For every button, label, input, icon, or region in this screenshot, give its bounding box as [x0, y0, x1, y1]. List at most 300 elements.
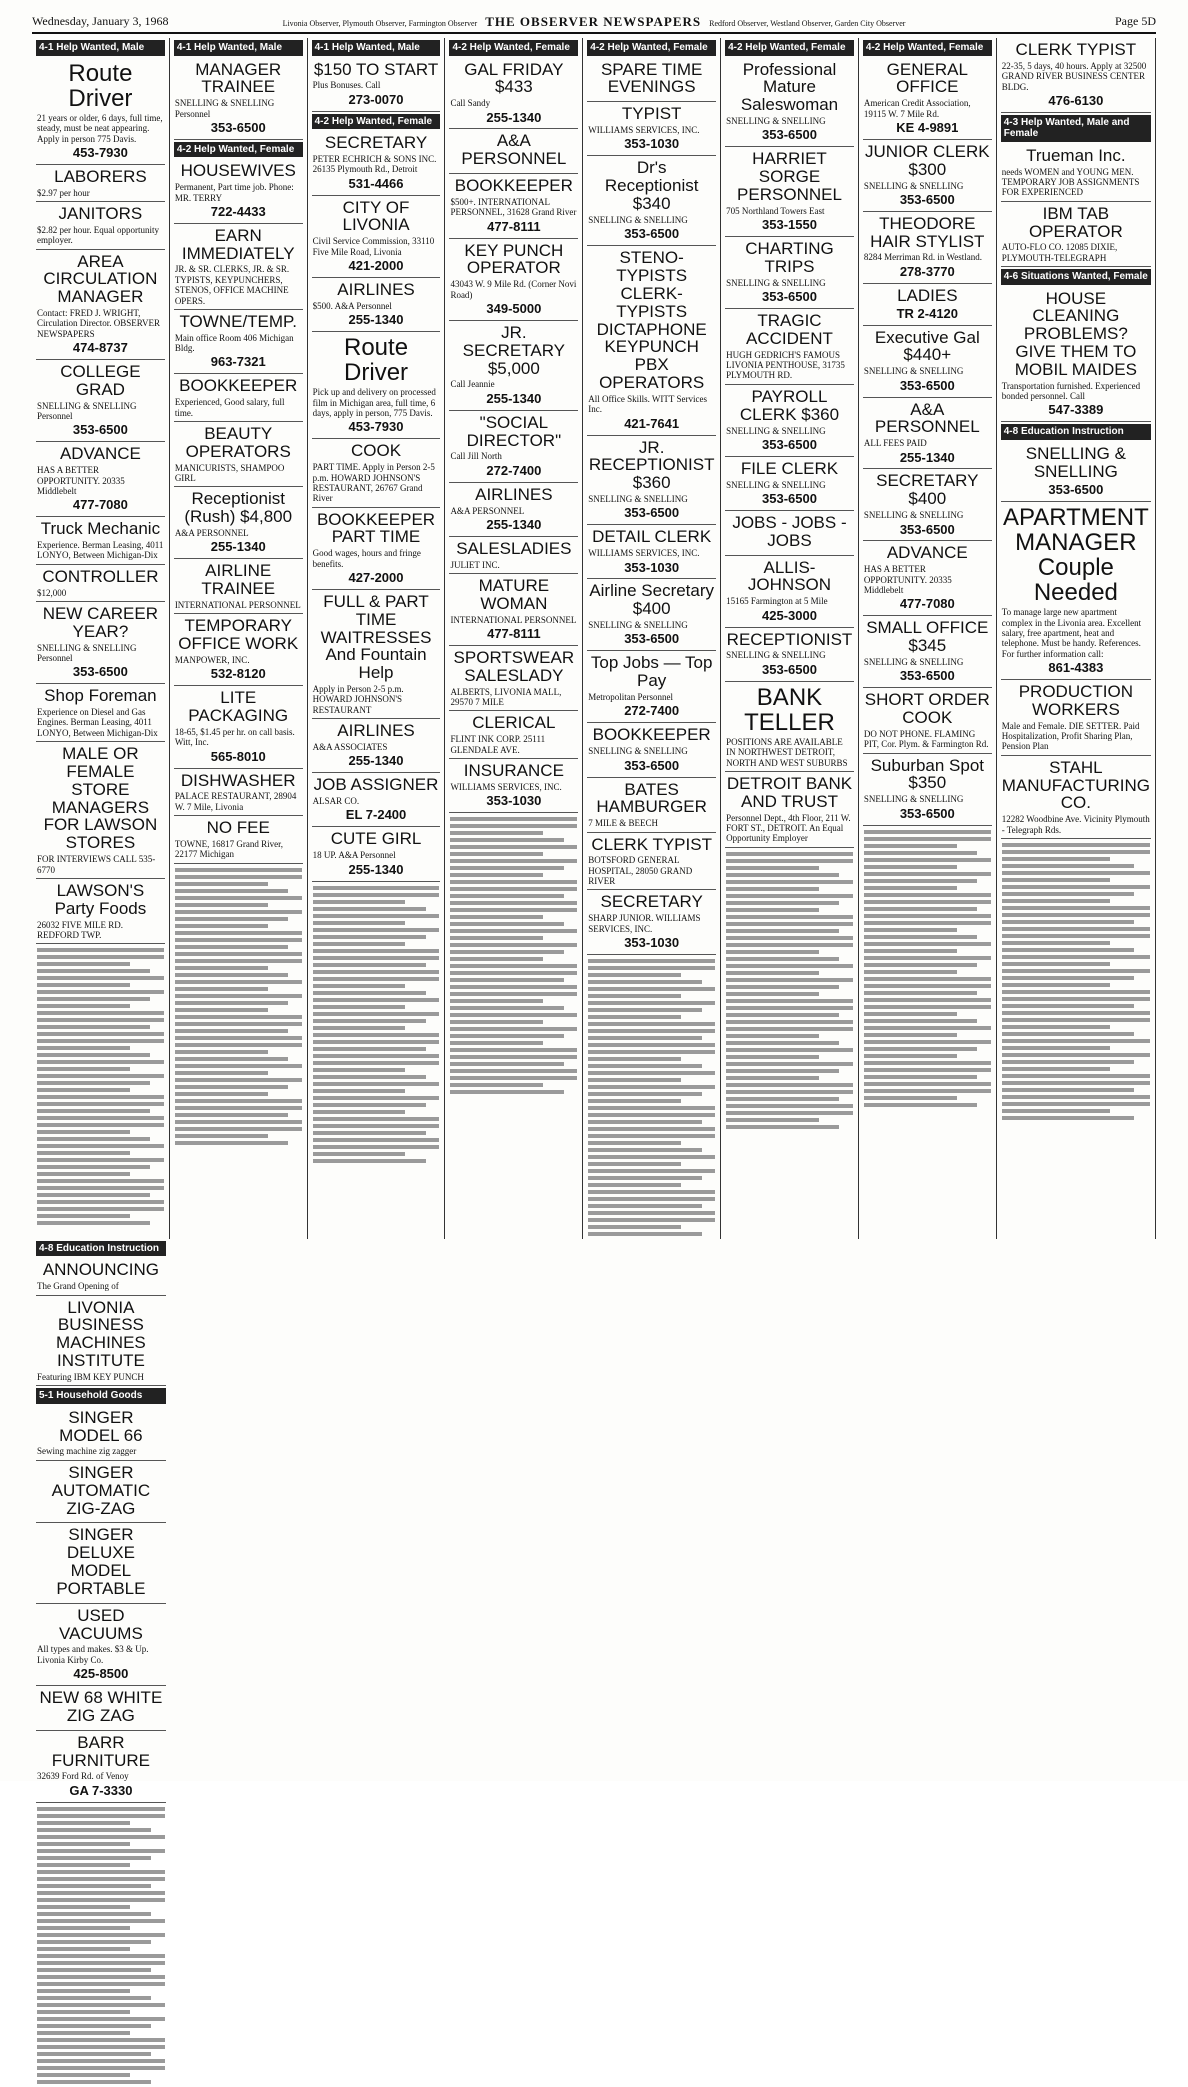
fine-print-line [864, 865, 957, 869]
fine-print-line [1002, 906, 1150, 910]
fine-print-line [450, 915, 543, 919]
ad-body: 32639 Ford Rd. of Venoy [37, 1771, 129, 1782]
classified-ad [174, 487, 303, 559]
ad-body: Permanent, Part time job. Phone: MR. TERRY [174, 182, 294, 203]
fine-print-line [726, 866, 819, 870]
fine-print-line [450, 978, 563, 982]
fine-print-line [726, 978, 853, 982]
ad-body: 18 UP. A&A Personnel [312, 850, 396, 861]
ad-headline: TOWNE/TEMP. [179, 311, 297, 331]
ad-headline: THEODORE HAIR STYLIST [870, 213, 985, 251]
fine-print-line [450, 1027, 577, 1031]
ad-phone: 273-0070 [348, 91, 404, 107]
ad-body: SNELLING & SNELLING Personnel [174, 98, 275, 119]
classified-ad [863, 212, 992, 284]
ad-body: Contact: FRED J. WRIGHT, Circulation Director. OBSERVER NEWSPAPERS [37, 308, 161, 339]
ad-body: Apply in Person 2-5 p.m. HOWARD JOHNSON'S RESTAURANT [312, 684, 404, 715]
ad-headline: LADIES [897, 285, 958, 305]
fine-print-line [588, 1008, 701, 1012]
fine-print-line [1002, 1081, 1150, 1085]
ad-headline: $150 TO START [313, 59, 439, 79]
fine-print-line [450, 1062, 563, 1066]
fine-print-line [1002, 899, 1110, 903]
classified-ad [174, 769, 303, 817]
fine-print-line [450, 1048, 577, 1052]
ad-phone: 353-1550 [762, 217, 817, 233]
fine-print-line [726, 1027, 853, 1031]
fine-print-line [450, 1076, 577, 1080]
classified-ad [725, 772, 854, 848]
classified-column [170, 38, 308, 1239]
fine-print-line [450, 887, 577, 891]
classified-ad [587, 102, 716, 156]
section-heading: 4-1 Help Wanted, Male [174, 40, 303, 56]
fine-print-line [450, 824, 577, 828]
fine-print-line [37, 1130, 130, 1134]
fine-print-line [1002, 1046, 1110, 1050]
fine-print-line [1002, 962, 1110, 966]
ad-phone: 255-1340 [348, 753, 404, 769]
fine-print-line [1002, 920, 1134, 924]
ad-headline: LABORERS [54, 166, 147, 186]
fine-print-line [37, 1039, 164, 1043]
fine-print-line [450, 936, 543, 940]
ad-phone: 453-7930 [348, 419, 404, 435]
fine-print-line [37, 1814, 165, 1818]
fine-print-line [726, 1090, 853, 1094]
fine-print-line [588, 1148, 701, 1152]
fine-print-line [37, 1821, 130, 1825]
fine-print-line [1002, 983, 1110, 987]
fine-print-line [37, 1926, 130, 1930]
fine-print-line [37, 1214, 130, 1218]
ad-headline: Professional Mature Saleswoman [740, 59, 839, 115]
ad-body: $2.97 per hour [37, 187, 90, 198]
issue-date: Wednesday, January 3, 1968 [32, 14, 169, 28]
fine-print-line [1002, 976, 1134, 980]
fine-print-line [37, 1975, 165, 1979]
section-heading: 4-2 Help Wanted, Female [863, 40, 992, 56]
fine-print-line [864, 984, 991, 988]
classified-ad [1001, 38, 1151, 113]
fine-print-line [37, 962, 130, 966]
classified-ad [725, 58, 854, 148]
classified-column [859, 38, 997, 1239]
fine-print-line [726, 1097, 839, 1101]
ad-headline: AIRLINES [475, 484, 553, 504]
fine-print-line [37, 1863, 130, 1867]
ad-headline: SNELLING & SNELLING [1025, 443, 1126, 481]
fine-print-line [450, 1055, 577, 1059]
ad-body: JR. & SR. CLERKS, JR. & SR. TYPISTS, KEYPUNCHERS, STENOS, OFFICE MACHINE OPERS. [174, 264, 290, 306]
fine-print-line [175, 896, 302, 900]
fine-print-line [450, 908, 577, 912]
ad-phone: 353-6500 [624, 631, 680, 647]
ad-phone: 531-4466 [348, 175, 404, 191]
ad-body: PART TIME. Apply in Person 2-5 p.m. HOWARD JOHNSON'S RESTAURANT, 26767 Grand River [312, 462, 435, 504]
fine-print-line [864, 1068, 991, 1072]
fine-print-line [37, 1891, 165, 1895]
ad-body: To manage large new apartment complex in the Livonia area. Excellent salary, free apartment, heat and telephone. Must be handy. References. For further information call: [1001, 607, 1142, 659]
fine-print-line [1002, 955, 1150, 959]
fine-print-filler [587, 959, 716, 1236]
fine-print-line [726, 1111, 853, 1115]
ad-headline: BOOKKEEPER PART TIME [316, 509, 436, 547]
fine-print-line [726, 1069, 839, 1073]
fine-print-line [588, 1197, 715, 1201]
fine-print-line [726, 1083, 853, 1087]
fine-print-line [1002, 864, 1134, 868]
ad-phone: 421-7641 [624, 415, 680, 431]
fine-print-line [726, 901, 839, 905]
classified-column [997, 38, 1156, 1239]
fine-print-line [37, 997, 150, 1001]
fine-print-line [864, 949, 957, 953]
ad-headline: KEY PUNCH OPERATOR [464, 240, 564, 278]
fine-print-line [726, 915, 853, 919]
fine-print-line [37, 1870, 165, 1874]
classified-column [32, 1239, 170, 2087]
fine-print-line [175, 1050, 268, 1054]
fine-print-line [37, 1081, 150, 1085]
fine-print-line [726, 936, 853, 940]
fine-print-line [175, 917, 288, 921]
fine-print-line [864, 844, 957, 848]
fine-print-line [864, 963, 977, 967]
fine-print-line [588, 1050, 715, 1054]
ad-phone: 353-1030 [624, 559, 680, 575]
classified-ad [725, 147, 854, 237]
fine-print-line [864, 893, 991, 897]
fine-print-line [37, 1835, 165, 1839]
fine-print-line [864, 977, 991, 981]
ad-body: The Grand Opening of [37, 1281, 119, 1292]
ad-body: 15165 Farmington at 5 Mile [726, 596, 828, 607]
fine-print-line [1002, 1018, 1150, 1022]
fine-print-line [588, 980, 701, 984]
ad-headline: Receptionist (Rush) $4,800 [184, 489, 293, 527]
fine-print-line [37, 1193, 150, 1197]
fine-print-line [313, 1159, 426, 1163]
ad-body: 12282 Woodbine Ave. Vicinity Plymouth - Telegraph Rds. [1001, 814, 1150, 835]
ad-headline: "SOCIAL DIRECTOR" [466, 412, 562, 450]
fine-print-line [175, 1022, 302, 1026]
fine-print-line [726, 1020, 853, 1024]
classified-ad [863, 688, 992, 753]
classified-ad [725, 682, 854, 772]
ad-phone: 353-6500 [624, 505, 680, 521]
fine-print-line [37, 1221, 150, 1225]
fine-print-filler [312, 886, 441, 1163]
classified-ad [1001, 680, 1151, 756]
fine-print-line [37, 1207, 164, 1211]
fine-print-line [313, 1054, 440, 1058]
fine-print-line [864, 914, 991, 918]
fine-print-line [726, 992, 819, 996]
classified-ad [312, 439, 441, 507]
fine-print-line [588, 1169, 715, 1173]
fine-print-line [864, 1005, 991, 1009]
ad-headline: HOUSE CLEANING PROBLEMS? GIVE THEM TO MOBIL MAIDES [1014, 288, 1137, 379]
fine-print-line [588, 959, 715, 963]
ad-headline: HOUSEWIVES [180, 161, 296, 181]
fine-print-line [37, 1954, 165, 1958]
ad-body: Civil Service Commission, 33110 Five Mile Road, Livonia [312, 236, 435, 257]
fine-print-line [313, 1138, 440, 1142]
fine-print-line [450, 1069, 577, 1073]
fine-print-line [726, 1041, 839, 1045]
fine-print-line [37, 1842, 130, 1846]
classified-ad [1001, 756, 1151, 839]
ad-phone: 453-7930 [72, 144, 128, 160]
classified-ad [1001, 287, 1151, 423]
fine-print-line [588, 1183, 681, 1187]
fine-print-line [37, 1186, 164, 1190]
classified-ad [36, 602, 165, 684]
fine-print-line [864, 1047, 977, 1051]
fine-print-line [175, 889, 288, 893]
ad-phone: 425-3000 [762, 607, 817, 623]
fine-print-line [588, 973, 681, 977]
fine-print-line [37, 1102, 164, 1106]
fine-print-line [450, 866, 563, 870]
fine-print-line [37, 1158, 164, 1162]
fine-print-line [175, 1120, 302, 1124]
ad-body: FOR INTERVIEWS CALL 535-6770 [37, 854, 156, 875]
fine-print-line [726, 1062, 853, 1066]
ad-headline: BEAUTY OPERATORS [185, 423, 291, 461]
ad-body: FLINT INK CORP. 25111 GLENDALE AVE. [450, 734, 546, 755]
ad-headline: MANAGER TRAINEE [195, 59, 282, 97]
fine-print-line [864, 872, 991, 876]
classified-ad [587, 525, 716, 579]
fine-print-line [175, 924, 268, 928]
fine-print-line [1002, 843, 1150, 847]
ad-body: Pick up and delivery on processed film in Michigan area, full time, 6 days, apply in person, 775 Davis. [312, 387, 436, 419]
fine-print-line [864, 837, 991, 841]
fine-print-line [1002, 1060, 1134, 1064]
fine-print-line [1002, 941, 1110, 945]
fine-print-line [450, 929, 577, 933]
ad-headline: CLERK TYPIST [591, 834, 712, 854]
ad-headline: Shop Foreman [44, 686, 157, 706]
ad-headline: SALESLADIES [456, 538, 572, 558]
fine-print-line [37, 990, 164, 994]
ad-phone: 427-2000 [348, 569, 404, 585]
section-heading: 4-2 Help Wanted, Female [587, 40, 716, 56]
ad-body: $500. A&A Personnel [312, 300, 392, 311]
fine-print-line [175, 1141, 288, 1145]
classified-ad [174, 559, 303, 614]
ad-headline: COLLEGE GRAD [60, 362, 141, 399]
classified-ad [725, 385, 854, 457]
classified-ad [449, 411, 578, 483]
ad-headline: BOOKKEEPER [179, 376, 298, 396]
classified-ad [725, 237, 854, 309]
classified-ad [36, 58, 165, 165]
fine-print-line [175, 910, 302, 914]
fine-print-line [313, 1033, 440, 1037]
ad-headline: NO FEE [206, 818, 270, 838]
fine-print-line [313, 1124, 440, 1128]
ad-headline: STENO-TYPISTS CLERK-TYPISTS DICTAPHONE KEYPUNCH PBX OPERATORS [596, 248, 707, 393]
classified-column [308, 38, 446, 1239]
ad-phone: 255-1340 [899, 449, 955, 465]
ad-phone: 565-8010 [210, 748, 266, 764]
fine-print-line [864, 998, 991, 1002]
ad-headline: CLERK TYPIST [1015, 40, 1137, 59]
ad-body: 705 Northland Towers East [726, 205, 825, 216]
ad-body: MANICURISTS, SHAMPOO GIRL [174, 462, 285, 483]
fine-print-line [1002, 934, 1150, 938]
ad-phone: 477-8111 [487, 626, 541, 642]
ad-body: 21 years or older, 6 days, full time, steady, must be neat appearing. Apply in person 775 Davis. [37, 112, 163, 144]
ad-body: SNELLING & SNELLING [726, 425, 826, 436]
ad-phone: 532-8120 [210, 666, 266, 682]
classified-ad [36, 684, 165, 742]
fine-print-line [175, 987, 268, 991]
fine-print-line [175, 980, 302, 984]
fine-print-line [1002, 1067, 1110, 1071]
fine-print-line [450, 873, 543, 877]
classified-ad [36, 742, 165, 879]
fine-print-filler [174, 868, 303, 1145]
fine-print-line [450, 1083, 543, 1087]
classified-ad [449, 174, 578, 238]
classified-ad [174, 58, 303, 140]
fine-print-line [1002, 878, 1110, 882]
fine-print-line [864, 1026, 991, 1030]
ad-body: TOWNE, 16817 Grand River, 22177 Michigan [174, 838, 284, 860]
fine-print-line [175, 868, 302, 872]
ad-headline: DISHWASHER [180, 770, 296, 790]
fine-print-line [1002, 1116, 1134, 1120]
classified-ad [174, 422, 303, 487]
classified-ad [1001, 202, 1151, 267]
fine-print-line [1002, 1011, 1150, 1015]
fine-print-line [37, 1088, 130, 1092]
fine-print-line [588, 1232, 701, 1236]
ad-headline: HARRIET SORGE PERSONNEL [737, 149, 842, 204]
ad-headline: SINGER AUTOMATIC ZIG-ZAG [51, 1462, 151, 1518]
fine-print-line [588, 1085, 715, 1089]
fine-print-line [588, 1071, 715, 1075]
ad-phone: 353-6500 [762, 127, 817, 143]
ad-body: Personnel Dept., 4th Floor, 211 W. FORT ST., DETROIT. An Equal Opportunity Employer [726, 812, 851, 844]
ad-body: 22-35, 5 days, 40 hours. Apply at 32500 GRAND RIVER BUSINESS CENTER BLDG. [1001, 60, 1147, 92]
classified-ad [449, 483, 578, 537]
ad-body: MANPOWER, INC. [174, 654, 250, 665]
ad-headline: MALE OR FEMALE STORE MANAGERS FOR LAWSON STORES [43, 744, 158, 853]
ad-phone: 353-6500 [762, 661, 817, 677]
fine-print-line [450, 1020, 543, 1024]
fine-print-line [1002, 1095, 1150, 1099]
ad-headline: EARN IMMEDIATELY [181, 225, 295, 263]
ad-headline: CHARTING TRIPS [745, 239, 834, 276]
fine-print-line [864, 970, 957, 974]
fine-print-line [864, 858, 991, 862]
ad-headline: MATURE WOMAN [478, 576, 550, 613]
fine-print-line [313, 949, 440, 953]
ad-body: Sewing machine zig zagger [37, 1446, 137, 1457]
ad-phone: 353-6500 [899, 805, 955, 821]
ad-phone: 255-1340 [210, 539, 266, 555]
ad-phone: 353-6500 [899, 521, 955, 537]
ad-body: SNELLING & SNELLING [863, 510, 964, 521]
ad-body: SNELLING & SNELLING [726, 479, 826, 490]
fine-print-line [175, 1015, 302, 1019]
ad-headline: SECRETARY [324, 133, 428, 153]
ad-body: SNELLING & SNELLING [863, 180, 964, 191]
fine-print-line [37, 2073, 130, 2077]
fine-print-line [726, 1055, 819, 1059]
right-papers: Redford Observer, Westland Observer, Garden City Observer [709, 19, 906, 28]
classified-ad [725, 511, 854, 556]
ad-headline: AREA CIRCULATION MANAGER [43, 251, 158, 307]
fine-print-line [588, 994, 681, 998]
fine-print-line [864, 830, 991, 834]
fine-print-line [1002, 969, 1150, 973]
ad-phone: KE 4-9891 [896, 119, 959, 135]
ad-phone: 278-3770 [899, 263, 955, 279]
ad-phone: 474-8737 [72, 340, 128, 356]
ad-body: PALACE RESTAURANT, 28904 W. 7 Mile, Livonia [174, 791, 297, 812]
fine-print-line [313, 1082, 440, 1086]
fine-print-line [313, 1075, 426, 1079]
fine-print-line [450, 992, 577, 996]
classified-ad [36, 1686, 166, 1731]
fine-print-line [726, 957, 839, 961]
ad-phone: 353-6500 [624, 757, 680, 773]
ad-body: Metropolitan Personnel [588, 692, 674, 703]
classified-ad [36, 1461, 166, 1524]
classified-columns [32, 38, 1156, 1798]
fine-print-line [864, 1096, 957, 1100]
ad-body: SNELLING & SNELLING [588, 494, 688, 505]
fine-print-line [726, 880, 853, 884]
ad-body: SNELLING & SNELLING [726, 277, 826, 288]
fine-print-line [864, 935, 977, 939]
ad-headline: SPARE TIME EVENINGS [600, 59, 703, 97]
fine-print-line [37, 1011, 164, 1015]
section-heading: 5-1 Household Goods [36, 1388, 166, 1404]
fine-print-line [588, 1155, 715, 1159]
classified-column [721, 38, 859, 1239]
fine-print-line [37, 1905, 130, 1909]
ad-phone: 353-6500 [899, 377, 955, 393]
fine-print-line [175, 1092, 268, 1096]
ad-body: POSITIONS ARE AVAILABLE IN NORTHWEST DETROIT, NORTH AND WEST SUBURBS [726, 737, 848, 768]
fine-print-line [864, 1054, 957, 1058]
left-papers: Livonia Observer, Plymouth Observer, Farmington Observer [282, 19, 478, 28]
ad-body: All types and makes. $3 & Up. Livonia Kirby Co. [37, 1644, 149, 1665]
ad-headline: Dr's Receptionist $340 [604, 158, 699, 213]
fine-print-line [588, 1162, 681, 1166]
fine-print-line [313, 1047, 426, 1051]
fine-print-line [450, 950, 563, 954]
fine-print-line [37, 976, 164, 980]
ad-headline: SPORTSWEAR SALESLADY [453, 648, 575, 685]
fine-print-line [37, 1074, 164, 1078]
ad-headline: AIRLINES [337, 279, 415, 299]
fine-print-line [313, 984, 406, 988]
fine-print-filler [863, 830, 992, 1107]
fine-print-line [588, 1057, 681, 1061]
fine-print-line [37, 955, 164, 959]
classified-ad [174, 816, 303, 864]
ad-phone: 353-1030 [624, 934, 680, 950]
classified-ad [1001, 442, 1151, 502]
